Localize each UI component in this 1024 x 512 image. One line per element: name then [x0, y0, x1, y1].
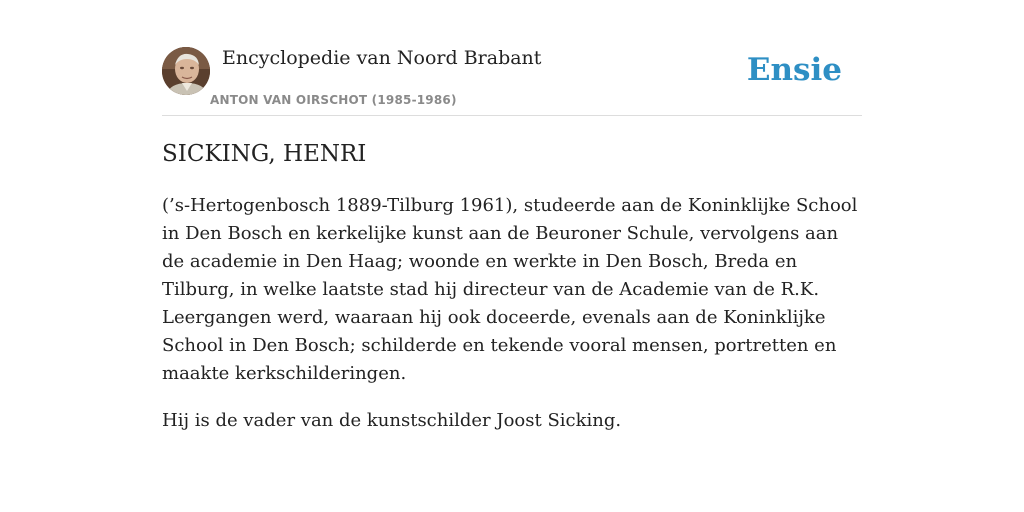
author-avatar[interactable] [162, 47, 210, 95]
author-portrait-icon [162, 47, 210, 95]
ensie-logo[interactable]: Ensie [746, 52, 842, 88]
entry-title: SICKING, HENRI [162, 141, 367, 167]
author-name[interactable]: ANTON VAN OIRSCHOT (1985-1986) [210, 93, 457, 107]
site-title[interactable]: Encyclopedie van Noord Brabant [222, 47, 542, 69]
encyclopedia-header [162, 46, 862, 116]
article [162, 138, 862, 435]
article-paragraph: (’s-Hertogenbosch 1889-Tilburg 1961), studeerde aan de Koninklijke School in Den Bosch en kerkelijke kunst aan de Beuroner Schule, vervolgens aan de academie in Den Haag; woonde en werkte in Den Bosch, Breda en Tilburg, in welke laatste stad hij directeur van de Academie van de R.K. Leergangen werd, waaraan hij ook doceerde, evenals aan de Koninklijke School in Den Bosch; schilderde en tekende vooral mensen, portretten en maakte kerkschilderingen. [162, 195, 858, 384]
article-paragraph: Hij is de vader van de kunstschilder Joost Sicking. [162, 410, 622, 431]
